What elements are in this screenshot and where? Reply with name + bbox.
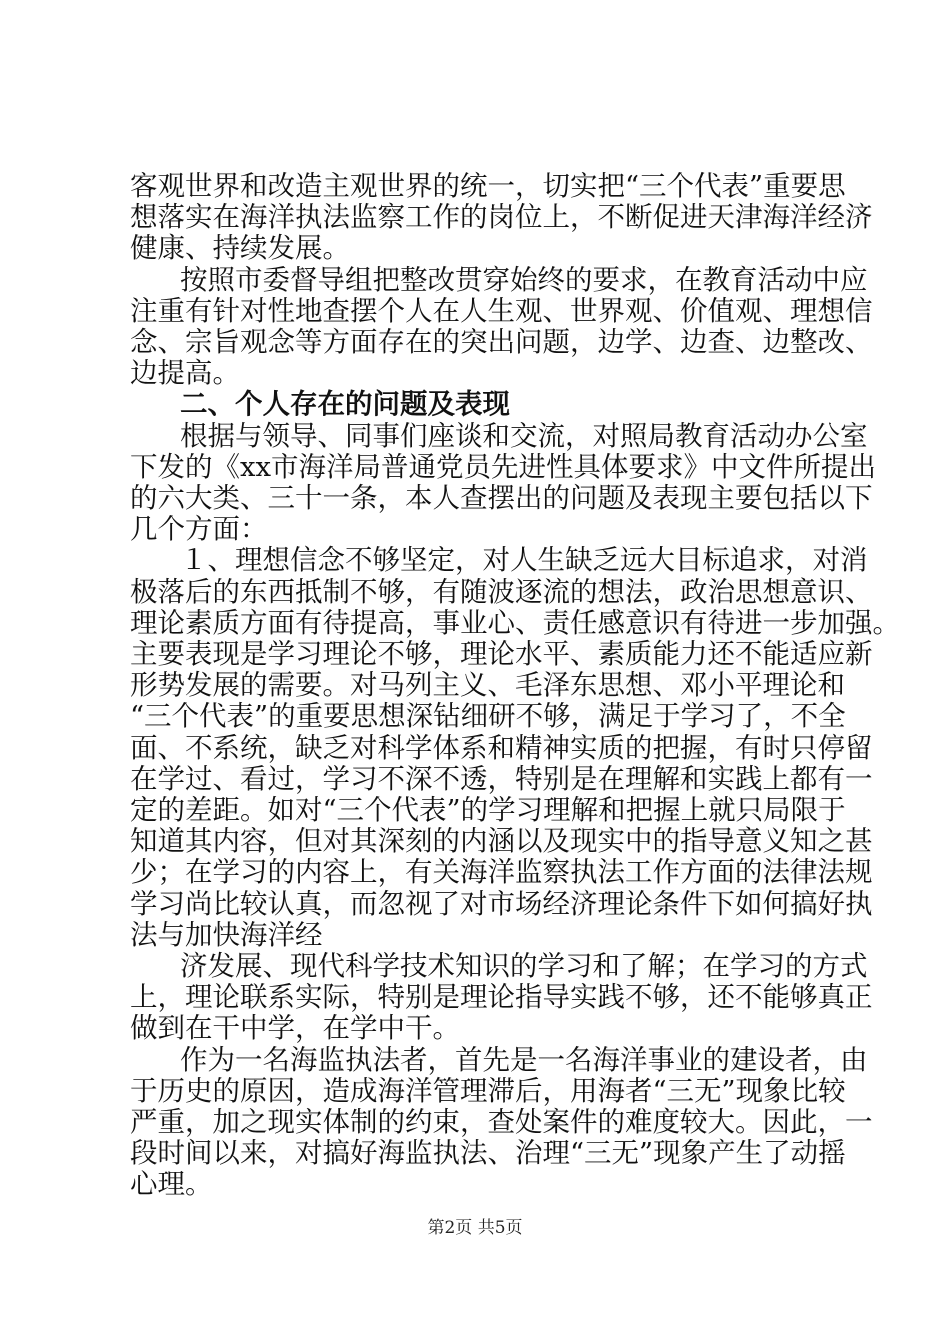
text-line: 知道其内容，但对其深刻的内涵以及现实中的指导意义知之甚: [130, 825, 873, 858]
text-line: 下发的《xx市海洋局普通党员先进性具体要求》中文件所提出: [130, 450, 877, 483]
text-line: 心理。: [130, 1168, 213, 1201]
text-line: 理论素质方面有待提高，事业心、责任感意识有待进一步加强。: [130, 606, 900, 639]
text-line: 健康、持续发展。: [130, 232, 350, 265]
text-line: 济发展、现代科学技术知识的学习和了解；在学习的方式: [180, 950, 868, 982]
text-line: 主要表现是学习理论不够，理论水平、素质能力还不能适应新: [130, 638, 873, 670]
text-line: １、理想信念不够坚定，对人生缺乏远大目标追求，对消: [180, 544, 868, 577]
text-line: 想落实在海洋执法监察工作的岗位上，不断促进天津海洋经济: [130, 201, 873, 234]
text-line: 形势发展的需要。对马列主义、毛泽东思想、邓小平理论和: [130, 669, 845, 702]
section-heading: 二、个人存在的问题及表现: [180, 388, 510, 421]
text-line: 作为一名海监执法者，首先是一名海洋事业的建设者，由: [180, 1043, 868, 1076]
text-line: 做到在干中学，在学中干。: [130, 1012, 460, 1045]
text-line: 面、不系统，缺乏对科学体系和精神实质的把握，有时只停留: [130, 731, 873, 764]
text-line: 段时间以来，对搞好海监执法、治理“三无”现象产生了动摇: [130, 1137, 846, 1170]
text-line: 定的差距。如对“三个代表”的学习理解和把握上就只局限于: [130, 794, 846, 826]
text-line: 的六大类、三十一条，本人查摆出的问题及表现主要包括以下: [130, 482, 873, 514]
text-line: 客观世界和改造主观世界的统一，切实把“三个代表”重要思: [130, 170, 846, 202]
text-line: 于历史的原因，造成海洋管理滞后，用海者“三无”现象比较: [130, 1074, 846, 1107]
text-line: 法与加快海洋经: [130, 918, 323, 951]
text-line: 在学过、看过，学习不深不透，特别是在理解和实践上都有一: [130, 762, 873, 795]
text-line: 严重，加之现实体制的约束，查处案件的难度较大。因此，一: [130, 1106, 873, 1138]
text-line: 上，理论联系实际，特别是理论指导实践不够，还不能够真正: [130, 981, 873, 1014]
text-line: 学习尚比较认真，而忽视了对市场经济理论条件下如何搞好执: [130, 887, 873, 920]
text-line: 几个方面：: [130, 513, 268, 546]
text-line: 极落后的东西抵制不够，有随波逐流的想法，政治思想意识、: [130, 575, 873, 608]
text-line: 念、宗旨观念等方面存在的突出问题，边学、边查、边整改、: [130, 326, 873, 358]
page-footer: 第2页 共5页: [427, 1218, 523, 1238]
text-line: 少；在学习的内容上，有关海洋监察执法工作方面的法律法规: [130, 856, 873, 889]
text-line: 边提高。: [130, 357, 240, 390]
text-line: 根据与领导、同事们座谈和交流，对照局教育活动办公室: [180, 419, 868, 452]
text-line: “三个代表”的重要思想深钻细研不够，满足于学习了，不全: [130, 700, 846, 733]
text-line: 注重有针对性地查摆个人在人生观、世界观、价值观、理想信: [130, 294, 873, 327]
text-line: 按照市委督导组把整改贯穿始终的要求，在教育活动中应: [180, 263, 868, 296]
